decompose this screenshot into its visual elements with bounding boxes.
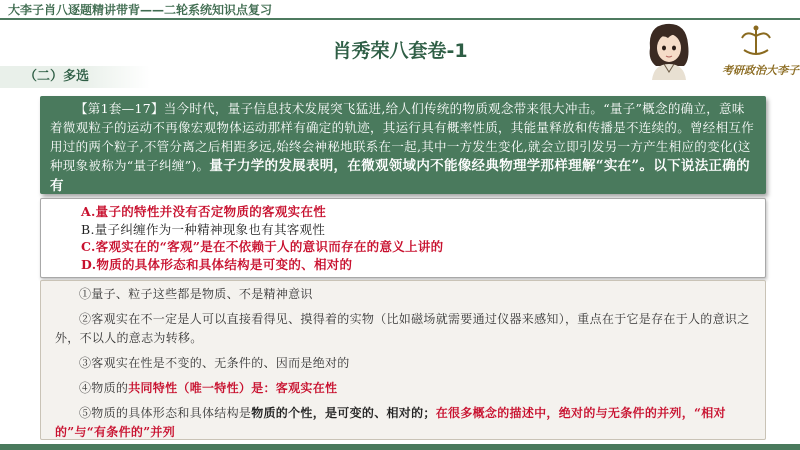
question-stem-text: 【第1套—17】当今时代，量子信息技术发展突飞猛进,给人们传统的物质观念带来很大冲击。“量子”概念的确立，意味着微观粒子的运动不再像宏观物体运动那样有确定的轨迹，其运行具有概率性质，其能量释放和传播是不连续的。曾经相互作用过的两个粒子,不管分离之后相距多远,始终会神秘地联系在一起,其中一方发生变化,就会立即引发另一方产生相应的变化(这种现象被称为“量子纠缠”)。 xyxy=(50,101,755,173)
option-d: D.物质的具体形态和具体结构是可变的、相对的 xyxy=(81,256,353,272)
note-1: ①量子、粒子这些都是物质、不是精神意识 xyxy=(79,287,313,301)
bottom-accent-bar xyxy=(0,444,800,450)
note-5-prefix: ⑤物质的具体形态和具体结构是 xyxy=(79,406,252,420)
option-a: A.量子的特性并没有否定物质的客观实在性 xyxy=(81,204,327,219)
note-4 xyxy=(55,379,751,398)
note-5-highlight: 在很多概念的描述中，绝对的与无条件的并列，“相对的”与“有条件的”并列 xyxy=(55,406,726,439)
note-5 xyxy=(55,404,751,440)
note-3: ③客观实在性是不变的、无条件的、因而是绝对的 xyxy=(79,356,350,370)
section-label: （二）多选 xyxy=(0,66,150,88)
question-stem-box xyxy=(40,96,766,194)
options-box xyxy=(40,198,766,278)
note-5-bold: 物质的个性，是可变的、相对的； xyxy=(251,406,436,420)
question-stem xyxy=(50,99,756,194)
option-c: C.客观实在的“客观”是在不依赖于人的意识而存在的意义上讲的 xyxy=(81,239,444,254)
explanation-notes xyxy=(40,280,766,440)
option-b: B.量子纠缠作为一种精神现象也有其客观性 xyxy=(81,221,326,237)
note-4-highlight: 共同特性（唯一特性）是：客观实在性 xyxy=(128,381,338,395)
series-title: 大李子肖八逐题精讲带背——二轮系统知识点复习 xyxy=(8,3,273,17)
logo-text: 考研政治大李子 xyxy=(722,64,799,77)
top-header-bar xyxy=(0,0,800,20)
page-title: 肖秀荣八套卷-1 xyxy=(332,40,468,62)
note-2: ②客观实在不一定是人可以直接看得见、摸得着的实物（比如磁场就需要通过仪器来感知），重点在于它是存在于人的意识之外，不以人的意志为转移。 xyxy=(55,312,750,345)
question-stem-tail: 量子力学的发展表明，在微观领域内不能像经典物理学那样理解“实在”。以下说法正确的有 xyxy=(50,158,750,194)
note-4-prefix: ④物质的 xyxy=(79,381,129,395)
